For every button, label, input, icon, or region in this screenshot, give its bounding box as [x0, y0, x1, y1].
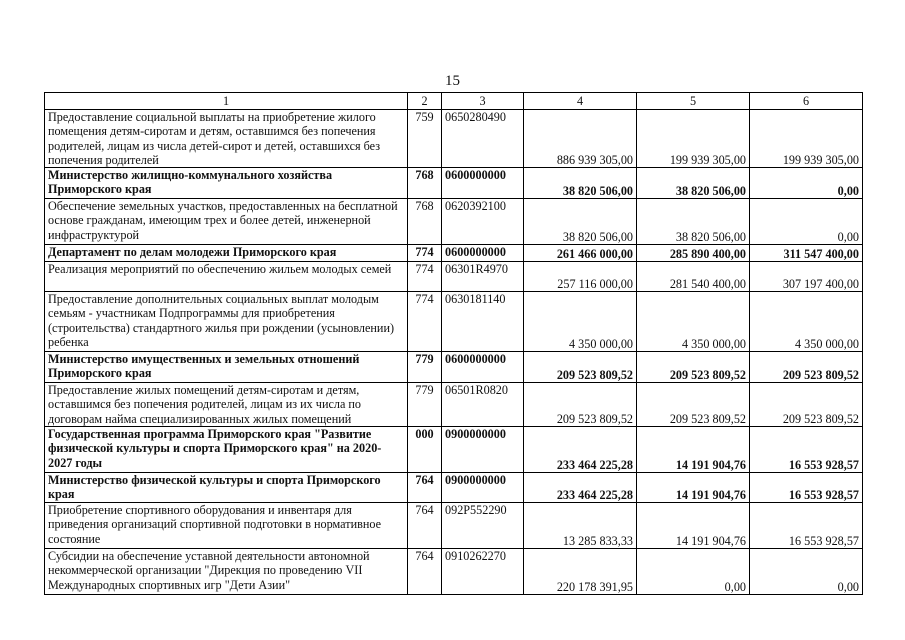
row-code: 768	[408, 199, 442, 245]
row-value-col4: 209 523 809,52	[524, 383, 637, 427]
column-header-4: 4	[524, 93, 637, 110]
row-program-code: 0650280490	[442, 110, 524, 168]
row-value-col5: 209 523 809,52	[637, 352, 750, 383]
row-code: 000	[408, 427, 442, 473]
table-row	[45, 245, 863, 262]
row-value-col4: 886 939 305,00	[524, 110, 637, 168]
table-row	[45, 427, 863, 473]
row-value-col5: 14 191 904,76	[637, 427, 750, 473]
row-name: Обеспечение земельных участков, предоставленных на бесплатной основе гражданам, имеющим трех и более детей, инженерной инфраструктурой	[45, 199, 408, 245]
table-row	[45, 110, 863, 168]
table-row	[45, 503, 863, 549]
row-program-code: 0600000000	[442, 352, 524, 383]
row-program-code: 0600000000	[442, 245, 524, 262]
row-value-col6: 199 939 305,00	[750, 110, 863, 168]
row-value-col6: 4 350 000,00	[750, 292, 863, 352]
table-row	[45, 199, 863, 245]
row-value-col4: 220 178 391,95	[524, 549, 637, 595]
column-header-6: 6	[750, 93, 863, 110]
row-value-col5: 0,00	[637, 549, 750, 595]
row-value-col6: 16 553 928,57	[750, 503, 863, 549]
row-name: Государственная программа Приморского края "Развитие физической культуры и спорта Приморского края" на 2020-2027 годы	[45, 427, 408, 473]
row-code: 774	[408, 292, 442, 352]
row-value-col4: 38 820 506,00	[524, 199, 637, 245]
row-value-col6: 209 523 809,52	[750, 352, 863, 383]
row-name: Департамент по делам молодежи Приморского края	[45, 245, 408, 262]
row-value-col5: 38 820 506,00	[637, 168, 750, 199]
row-value-col4: 257 116 000,00	[524, 262, 637, 292]
row-value-col6: 311 547 400,00	[750, 245, 863, 262]
row-program-code: 06301R4970	[442, 262, 524, 292]
column-header-1: 1	[45, 93, 408, 110]
table-row	[45, 262, 863, 292]
row-program-code: 0910262270	[442, 549, 524, 595]
table-row	[45, 473, 863, 503]
row-value-col5: 14 191 904,76	[637, 503, 750, 549]
row-program-code: 0630181140	[442, 292, 524, 352]
column-header-5: 5	[637, 93, 750, 110]
row-program-code: 0900000000	[442, 473, 524, 503]
table-row	[45, 549, 863, 595]
column-header-3: 3	[442, 93, 524, 110]
row-name: Приобретение спортивного оборудования и инвентаря для приведения организаций спортивной подготовки в нормативное состояние	[45, 503, 408, 549]
row-value-col5: 4 350 000,00	[637, 292, 750, 352]
row-value-col6: 16 553 928,57	[750, 427, 863, 473]
row-name: Предоставление социальной выплаты на приобретение жилого помещения детям-сиротам и детям, оставшимся без попечения родителей, лицам из числа детей-сирот и детей, оставшихся без попечения родителей	[45, 110, 408, 168]
row-program-code: 0600000000	[442, 168, 524, 199]
page-number: 15	[445, 73, 460, 89]
row-value-col4: 233 464 225,28	[524, 473, 637, 503]
row-code: 774	[408, 245, 442, 262]
row-name: Министерство физической культуры и спорта Приморского края	[45, 473, 408, 503]
row-value-col6: 0,00	[750, 168, 863, 199]
row-code: 768	[408, 168, 442, 199]
table-row	[45, 168, 863, 199]
row-code: 764	[408, 473, 442, 503]
column-header-2: 2	[408, 93, 442, 110]
row-code: 779	[408, 383, 442, 427]
row-program-code: 06501R0820	[442, 383, 524, 427]
row-value-col5: 38 820 506,00	[637, 199, 750, 245]
row-name: Реализация мероприятий по обеспечению жильем молодых семей	[45, 262, 408, 292]
row-name: Предоставление дополнительных социальных выплат молодым семьям - участникам Подпрограммы для приобретения (строительства) стандартного жилья при рождении (усыновлении) ребенка	[45, 292, 408, 352]
row-value-col4: 38 820 506,00	[524, 168, 637, 199]
row-value-col6: 16 553 928,57	[750, 473, 863, 503]
row-name: Министерство жилищно-коммунального хозяйства Приморского края	[45, 168, 408, 199]
row-code: 764	[408, 549, 442, 595]
row-value-col4: 4 350 000,00	[524, 292, 637, 352]
row-value-col4: 13 285 833,33	[524, 503, 637, 549]
row-value-col5: 285 890 400,00	[637, 245, 750, 262]
row-value-col6: 0,00	[750, 549, 863, 595]
row-value-col4: 209 523 809,52	[524, 352, 637, 383]
row-code: 779	[408, 352, 442, 383]
row-value-col5: 209 523 809,52	[637, 383, 750, 427]
row-name: Министерство имущественных и земельных отношений Приморского края	[45, 352, 408, 383]
row-name: Субсидии на обеспечение уставной деятельности автономной некоммерческой организации "Дирекция по проведению VII Международных спортивных игр "Дети Азии"	[45, 549, 408, 595]
row-code: 774	[408, 262, 442, 292]
row-code: 759	[408, 110, 442, 168]
row-value-col5: 281 540 400,00	[637, 262, 750, 292]
table-row	[45, 292, 863, 352]
row-value-col6: 209 523 809,52	[750, 383, 863, 427]
row-value-col5: 199 939 305,00	[637, 110, 750, 168]
table-row	[45, 383, 863, 427]
row-value-col6: 0,00	[750, 199, 863, 245]
row-program-code: 092P552290	[442, 503, 524, 549]
row-value-col4: 233 464 225,28	[524, 427, 637, 473]
row-value-col4: 261 466 000,00	[524, 245, 637, 262]
row-program-code: 0620392100	[442, 199, 524, 245]
row-code: 764	[408, 503, 442, 549]
budget-table	[44, 92, 863, 595]
row-value-col6: 307 197 400,00	[750, 262, 863, 292]
row-name: Предоставление жилых помещений детям-сиротам и детям, оставшимся без попечения родителей, лицам из их числа по договорам найма специализированных жилых помещений	[45, 383, 408, 427]
row-program-code: 0900000000	[442, 427, 524, 473]
header-row	[45, 93, 863, 110]
row-value-col5: 14 191 904,76	[637, 473, 750, 503]
table-row	[45, 352, 863, 383]
